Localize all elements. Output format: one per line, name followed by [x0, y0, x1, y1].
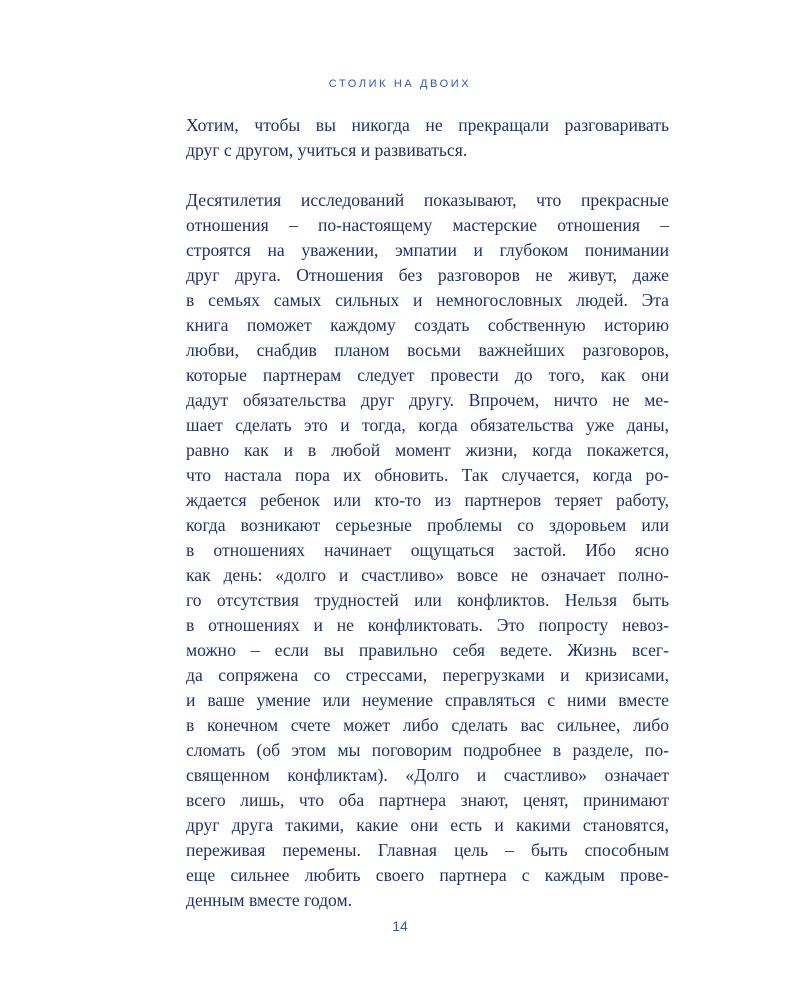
text-line: в конечном счете может либо сделать вас сильнее, либо: [186, 715, 669, 735]
text-line: отношения – по-настоящему мастерские отношения –: [186, 215, 669, 235]
text-line: и ваше умение или неумение справляться с ними вместе: [186, 690, 669, 710]
text-line: можно – если вы правильно себя ведете. Жизнь всег-: [186, 640, 669, 660]
body-text: [186, 113, 669, 913]
text-line: друг друга. Отношения без разговоров не живут, даже: [186, 265, 669, 285]
text-line: шает сделать это и тогда, когда обязательства уже даны,: [186, 415, 669, 435]
text-line: Хотим, чтобы вы никогда не прекращали разговаривать: [186, 115, 669, 135]
text-line: всего лишь, что оба партнера знают, ценят, принимают: [186, 790, 669, 810]
text-line: денным вместе годом.: [186, 890, 353, 910]
text-line: ждается ребенок или кто-то из партнеров теряет работу,: [186, 490, 669, 510]
text-line: равно как и в любой момент жизни, когда покажется,: [186, 440, 669, 460]
text-line: священном конфликтам). «Долго и счастливо» означает: [186, 765, 669, 785]
text-line: в отношениях и не конфликтовать. Это попросту невоз-: [186, 615, 669, 635]
page-number: 14: [392, 918, 408, 934]
text-line: строятся на уважении, эмпатии и глубоком понимании: [186, 240, 669, 260]
text-line: друг друга такими, какие они есть и какими становятся,: [186, 815, 669, 835]
text-line: друг с другом, учиться и развиваться.: [186, 140, 468, 160]
text-line: когда возникают серьезные проблемы со здоровьем или: [186, 515, 669, 535]
text-line: го отсутствия трудностей или конфликтов. Нельзя быть: [186, 590, 669, 610]
running-head: СТОЛИК НА ДВОИХ: [328, 78, 472, 90]
paragraph-main: [186, 188, 669, 913]
text-line: любви, снабдив планом восьми важнейших разговоров,: [186, 340, 669, 360]
text-line: книга поможет каждому создать собственную историю: [186, 315, 669, 335]
text-line: Десятилетия исследований показывают, что прекрасные: [186, 190, 669, 210]
text-line: в семьях самых сильных и немногословных людей. Эта: [186, 290, 669, 310]
text-line: в отношениях начинает ощущаться застой. Ибо ясно: [186, 540, 669, 560]
text-line: что настала пора их обновить. Так случается, когда ро-: [186, 465, 669, 485]
text-line: еще сильнее любить своего партнера с каждым прове-: [186, 865, 669, 885]
text-line: как день: «долго и счастливо» вовсе не означает полно-: [186, 565, 669, 585]
paragraph-intro: [186, 113, 669, 163]
text-line: сломать (об этом мы поговорим подробнее в разделе, по-: [186, 740, 669, 760]
text-line: да сопряжена со стрессами, перегрузками и кризисами,: [186, 665, 669, 685]
text-line: переживая перемены. Главная цель – быть способным: [186, 840, 669, 860]
text-line: которые партнерам следует провести до того, как они: [186, 365, 669, 385]
text-line: дадут обязательства друг другу. Впрочем, ничто не ме-: [186, 390, 669, 410]
